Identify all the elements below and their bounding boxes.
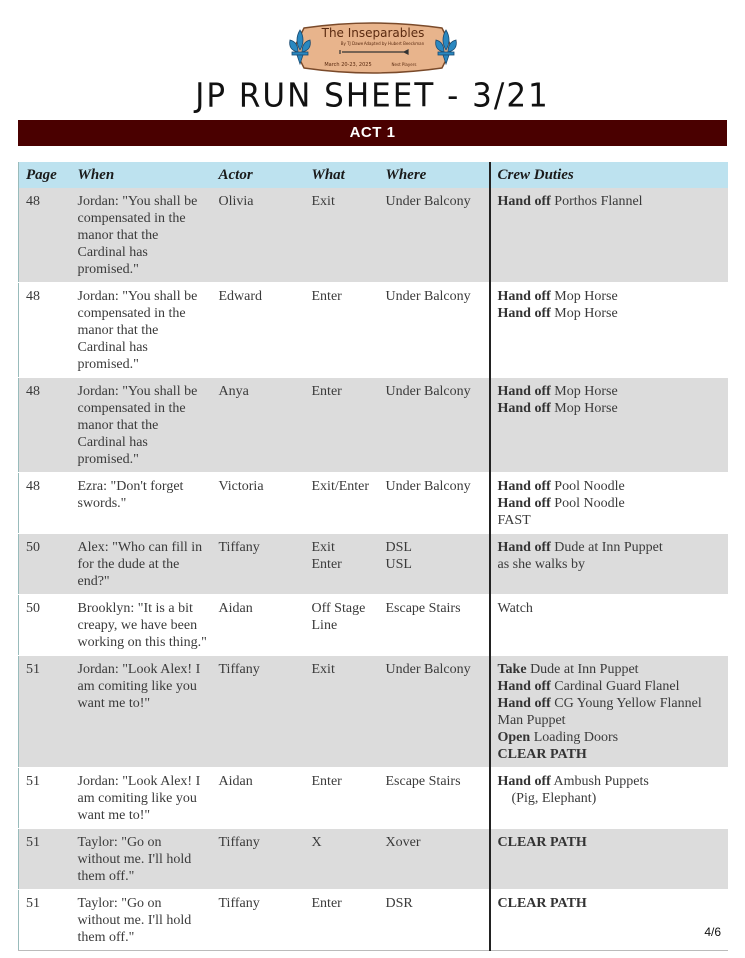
duty-line bbox=[498, 790, 724, 807]
duty-action: Hand off bbox=[497, 479, 551, 494]
table-header-row bbox=[19, 162, 728, 188]
duty-action: Take bbox=[497, 662, 527, 677]
cell-what bbox=[305, 890, 379, 951]
cell-actor: Tiffany bbox=[212, 534, 305, 595]
duty-action: Hand off bbox=[497, 696, 551, 711]
cell-actor: Olivia bbox=[212, 188, 305, 283]
table-row bbox=[19, 656, 728, 768]
cell-page: 48 bbox=[19, 283, 71, 378]
where-line: Under Balcony bbox=[385, 384, 471, 399]
logo-byline: By TJ Dawe bbox=[340, 41, 364, 46]
duty-line bbox=[498, 383, 724, 400]
cell-actor: Tiffany bbox=[212, 890, 305, 951]
act-banner: ACT 1 bbox=[18, 120, 727, 146]
cell-crew-duties bbox=[490, 473, 728, 534]
duty-item: Cardinal Guard Flanel bbox=[550, 679, 680, 694]
cell-page: 48 bbox=[19, 473, 71, 534]
cell-where bbox=[379, 283, 490, 378]
cell-what bbox=[305, 829, 379, 890]
duty-action: CLEAR PATH bbox=[497, 747, 587, 762]
cell-crew-duties bbox=[490, 188, 728, 283]
cell-what bbox=[305, 378, 379, 473]
logo-title: The Inseparables bbox=[321, 26, 425, 40]
cell-actor: Edward bbox=[212, 283, 305, 378]
page-number: 4/6 bbox=[704, 925, 721, 939]
cell-page: 51 bbox=[19, 656, 71, 768]
cell-where bbox=[379, 378, 490, 473]
table-row bbox=[19, 473, 728, 534]
duty-line bbox=[498, 895, 724, 912]
duty-item: Loading Doors bbox=[530, 730, 619, 745]
duty-line bbox=[498, 773, 724, 790]
duty-line bbox=[498, 600, 724, 617]
duty-line bbox=[498, 305, 724, 322]
cell-where bbox=[379, 829, 490, 890]
duty-item: Pool Noodle bbox=[550, 496, 625, 511]
cell-page: 48 bbox=[19, 378, 71, 473]
table-row bbox=[19, 890, 728, 951]
where-line: DSR bbox=[385, 896, 413, 911]
cell-crew-duties bbox=[490, 829, 728, 890]
duty-action: Open bbox=[497, 730, 531, 745]
where-line: Escape Stairs bbox=[385, 774, 461, 789]
cell-actor: Aidan bbox=[212, 595, 305, 656]
what-line: Off Stage Line bbox=[311, 601, 366, 633]
logo-dates: March 20-23, 2025 bbox=[324, 62, 372, 68]
duty-action: Hand off bbox=[497, 306, 551, 321]
cell-actor: Tiffany bbox=[212, 829, 305, 890]
duty-item: Dude at Inn Puppet bbox=[550, 540, 663, 555]
duty-item: Dude at Inn Puppet bbox=[526, 662, 639, 677]
duty-line bbox=[498, 193, 724, 210]
duty-item: Mop Horse bbox=[550, 384, 618, 399]
cell-where bbox=[379, 768, 490, 829]
what-line: Enter bbox=[311, 896, 342, 911]
duty-action: Hand off bbox=[497, 384, 551, 399]
cell-when: Jordan: "You shall be compensated in the manor that the Cardinal has promised." bbox=[71, 283, 212, 378]
where-line: Escape Stairs bbox=[385, 601, 461, 616]
cell-page: 51 bbox=[19, 890, 71, 951]
cell-when: Ezra: "Don't forget swords." bbox=[71, 473, 212, 534]
cell-page: 51 bbox=[19, 829, 71, 890]
cell-what bbox=[305, 656, 379, 768]
logo-venue: Nest Players bbox=[391, 62, 417, 67]
table-row bbox=[19, 378, 728, 473]
table-row bbox=[19, 283, 728, 378]
where-line: Under Balcony bbox=[385, 289, 471, 304]
what-line: Enter bbox=[311, 384, 342, 399]
column-header-actor: Actor bbox=[212, 162, 305, 188]
cell-what bbox=[305, 188, 379, 283]
where-line: DSL bbox=[385, 540, 412, 555]
duty-action: Hand off bbox=[497, 496, 551, 511]
where-line: Xover bbox=[385, 835, 421, 850]
duty-action: Hand off bbox=[497, 194, 551, 209]
duty-item: as she walks by bbox=[497, 557, 585, 572]
what-line: Enter bbox=[311, 557, 342, 572]
cell-crew-duties bbox=[490, 378, 728, 473]
duty-action: Hand off bbox=[497, 679, 551, 694]
cell-when: Brooklyn: "It is a bit creapy, we have been working on this thing." bbox=[71, 595, 212, 656]
duty-line bbox=[498, 556, 724, 573]
duty-line bbox=[498, 746, 724, 763]
column-header-where: Where bbox=[379, 162, 490, 188]
duty-line bbox=[498, 729, 724, 746]
cell-where bbox=[379, 473, 490, 534]
duty-item: CG Young Yellow Flannel bbox=[550, 696, 702, 711]
what-line: Exit bbox=[311, 194, 335, 209]
what-line: Exit bbox=[311, 662, 335, 677]
table-row bbox=[19, 188, 728, 283]
show-logo bbox=[282, 20, 464, 76]
duty-line bbox=[498, 288, 724, 305]
cell-page: 51 bbox=[19, 768, 71, 829]
cell-where bbox=[379, 890, 490, 951]
cell-where bbox=[379, 534, 490, 595]
column-header-crew-duties: Crew Duties bbox=[490, 162, 728, 188]
cell-what bbox=[305, 595, 379, 656]
duty-line bbox=[498, 695, 724, 712]
duty-line bbox=[498, 478, 724, 495]
table-row bbox=[19, 595, 728, 656]
cell-what bbox=[305, 473, 379, 534]
duty-item: Porthos Flannel bbox=[550, 194, 643, 209]
duty-line bbox=[498, 661, 724, 678]
duty-action: Hand off bbox=[497, 289, 551, 304]
duty-line bbox=[498, 678, 724, 695]
table-row bbox=[19, 534, 728, 595]
what-line: Exit/Enter bbox=[311, 479, 370, 494]
column-header-when: When bbox=[71, 162, 212, 188]
run-sheet-table bbox=[18, 162, 728, 951]
cell-when: Alex: "Who can fill in for the dude at the end?" bbox=[71, 534, 212, 595]
what-line: X bbox=[311, 835, 322, 850]
table-row bbox=[19, 829, 728, 890]
cell-where bbox=[379, 595, 490, 656]
cell-crew-duties bbox=[490, 656, 728, 768]
cell-when: Jordan: "You shall be compensated in the manor that the Cardinal has promised." bbox=[71, 378, 212, 473]
cell-what bbox=[305, 768, 379, 829]
duty-line bbox=[498, 712, 724, 729]
duty-line bbox=[498, 834, 724, 851]
logo-adapted: Adapted by Hubert Beeckman bbox=[363, 41, 425, 46]
cell-crew-duties bbox=[490, 768, 728, 829]
cell-when: Taylor: "Go on without me. I'll hold them off." bbox=[71, 890, 212, 951]
cell-crew-duties bbox=[490, 283, 728, 378]
cell-when: Jordan: "Look Alex! I am comiting like you want me to!" bbox=[71, 656, 212, 768]
duty-item: Mop Horse bbox=[550, 289, 618, 304]
cell-what bbox=[305, 283, 379, 378]
where-line: Under Balcony bbox=[385, 662, 471, 677]
duty-item: FAST bbox=[497, 513, 531, 528]
where-line: Under Balcony bbox=[385, 479, 471, 494]
cell-crew-duties bbox=[490, 595, 728, 656]
cell-actor: Aidan bbox=[212, 768, 305, 829]
cell-what bbox=[305, 534, 379, 595]
where-line: Under Balcony bbox=[385, 194, 471, 209]
cell-where bbox=[379, 656, 490, 768]
cell-when: Jordan: "Look Alex! I am comiting like you want me to!" bbox=[71, 768, 212, 829]
duty-item: Mop Horse bbox=[550, 401, 618, 416]
column-header-what: What bbox=[305, 162, 379, 188]
page-title: JP RUN SHEET - 3/21 bbox=[195, 77, 550, 115]
duty-action: Hand off bbox=[497, 774, 551, 789]
cell-actor: Victoria bbox=[212, 473, 305, 534]
cell-where bbox=[379, 188, 490, 283]
duty-item: Ambush Puppets bbox=[550, 774, 649, 789]
duty-line bbox=[498, 495, 724, 512]
duty-line bbox=[498, 512, 724, 529]
what-line: Enter bbox=[311, 289, 342, 304]
cell-when: Jordan: "You shall be compensated in the manor that the Cardinal has promised." bbox=[71, 188, 212, 283]
column-header-page: Page bbox=[19, 162, 71, 188]
table-row bbox=[19, 768, 728, 829]
duty-action: Hand off bbox=[497, 401, 551, 416]
duty-item: Watch bbox=[497, 601, 533, 616]
what-line: Enter bbox=[311, 774, 342, 789]
what-line: Exit bbox=[311, 540, 335, 555]
cell-crew-duties bbox=[490, 890, 728, 951]
cell-actor: Tiffany bbox=[212, 656, 305, 768]
duty-action: CLEAR PATH bbox=[497, 835, 587, 850]
duty-line bbox=[498, 400, 724, 417]
duty-line bbox=[498, 539, 724, 556]
where-line: USL bbox=[385, 557, 412, 572]
duty-action: CLEAR PATH bbox=[497, 896, 587, 911]
duty-item: Man Puppet bbox=[497, 713, 566, 728]
cell-page: 50 bbox=[19, 595, 71, 656]
cell-page: 48 bbox=[19, 188, 71, 283]
duty-item: (Pig, Elephant) bbox=[511, 791, 597, 806]
cell-crew-duties bbox=[490, 534, 728, 595]
cell-page: 50 bbox=[19, 534, 71, 595]
cell-actor: Anya bbox=[212, 378, 305, 473]
cell-when: Taylor: "Go on without me. I'll hold them off." bbox=[71, 829, 212, 890]
duty-action: Hand off bbox=[497, 540, 551, 555]
duty-item: Pool Noodle bbox=[550, 479, 625, 494]
duty-item: Mop Horse bbox=[550, 306, 618, 321]
